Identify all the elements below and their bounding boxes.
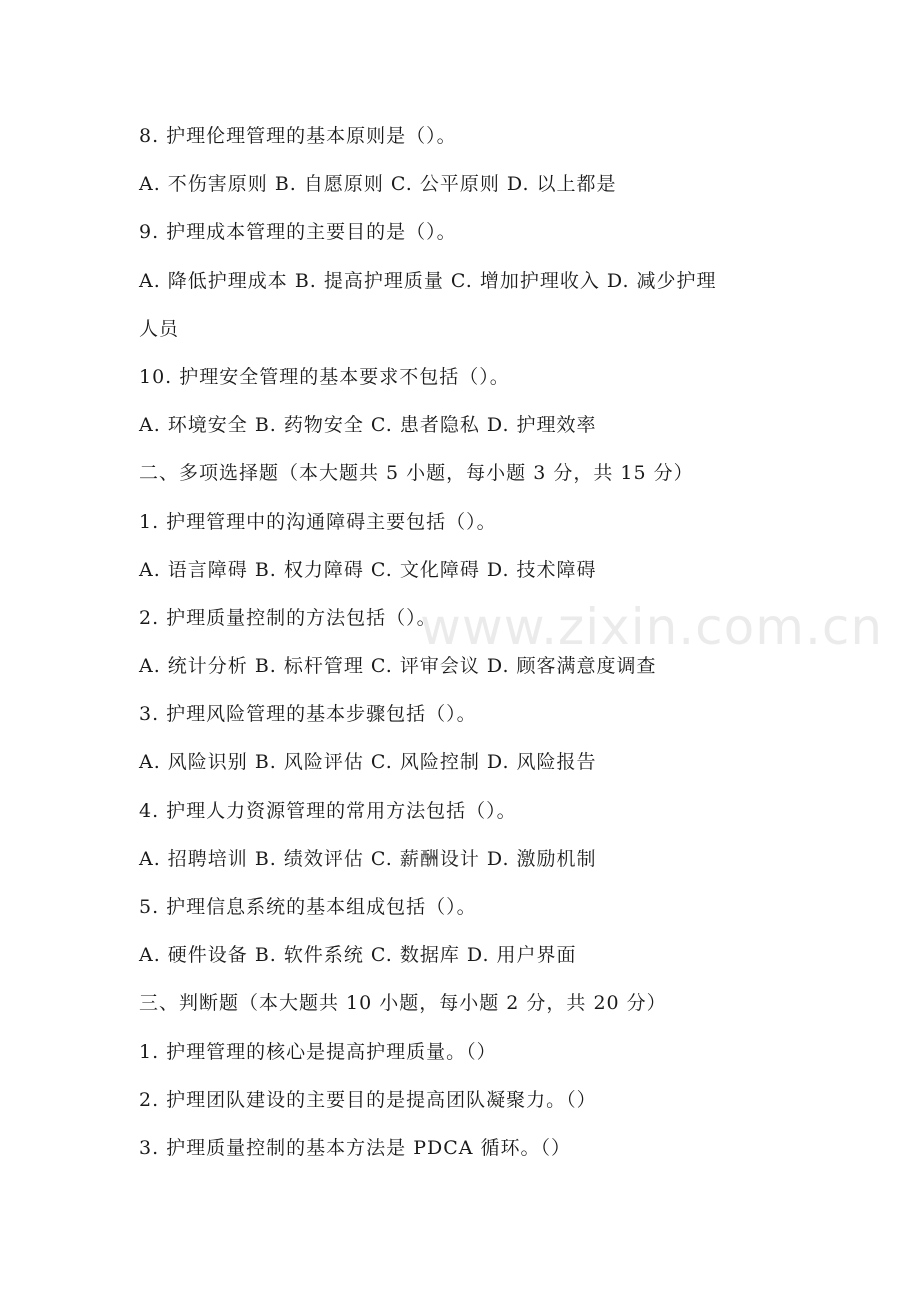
question-9: 9. 护理成本管理的主要目的是（）。	[139, 221, 457, 244]
mc-question-2-options: A. 统计分析 B. 标杆管理 C. 评审会议 D. 顾客满意度调查	[139, 655, 657, 678]
mc-question-5-options: A. 硬件设备 B. 软件系统 C. 数据库 D. 用户界面	[139, 944, 577, 967]
document-content	[139, 112, 884, 1172]
mc-question-3: 3. 护理风险管理的基本步骤包括（）。	[139, 703, 477, 726]
mc-question-3-options: A. 风险识别 B. 风险评估 C. 风险控制 D. 风险报告	[139, 751, 597, 774]
tf-question-1: 1. 护理管理的核心是提高护理质量。（）	[139, 1040, 497, 1063]
question-10-options: A. 环境安全 B. 药物安全 C. 患者隐私 D. 护理效率	[139, 414, 597, 437]
mc-question-1-options: A. 语言障碍 B. 权力障碍 C. 文化障碍 D. 技术障碍	[139, 558, 597, 581]
tf-question-3: 3. 护理质量控制的基本方法是 PDCA 循环。（）	[139, 1136, 572, 1159]
mc-question-1: 1. 护理管理中的沟通障碍主要包括（）。	[139, 510, 497, 533]
question-10: 10. 护理安全管理的基本要求不包括（）。	[139, 365, 510, 388]
question-8: 8. 护理伦理管理的基本原则是（）。	[139, 125, 457, 147]
section-heading-true-false: 三、判断题（本大题共 10 小题，每小题 2 分，共 20 分）	[139, 992, 667, 1015]
mc-question-4: 4. 护理人力资源管理的常用方法包括（）。	[139, 799, 517, 822]
tf-question-2: 2. 护理团队建设的主要目的是提高团队凝聚力。（）	[139, 1088, 597, 1111]
watermark: www.zixin.com.cn	[420, 598, 884, 656]
section-heading-multiple-choice: 二、多项选择题（本大题共 5 小题，每小题 3 分，共 15 分）	[139, 462, 694, 485]
question-8-options: A. 不伤害原则 B. 自愿原则 C. 公平原则 D. 以上都是	[139, 173, 617, 196]
mc-question-5: 5. 护理信息系统的基本组成包括（）。	[139, 896, 477, 918]
mc-question-2: 2. 护理质量控制的方法包括（）。	[139, 606, 437, 629]
mc-question-4-options: A. 招聘培训 B. 绩效评估 C. 薪酬设计 D. 激励机制	[139, 847, 597, 870]
question-9-options: A. 降低护理成本 B. 提高护理质量 C. 增加护理收入 D. 减少护理	[139, 269, 717, 292]
question-9-options-continued: 人员	[139, 317, 180, 340]
